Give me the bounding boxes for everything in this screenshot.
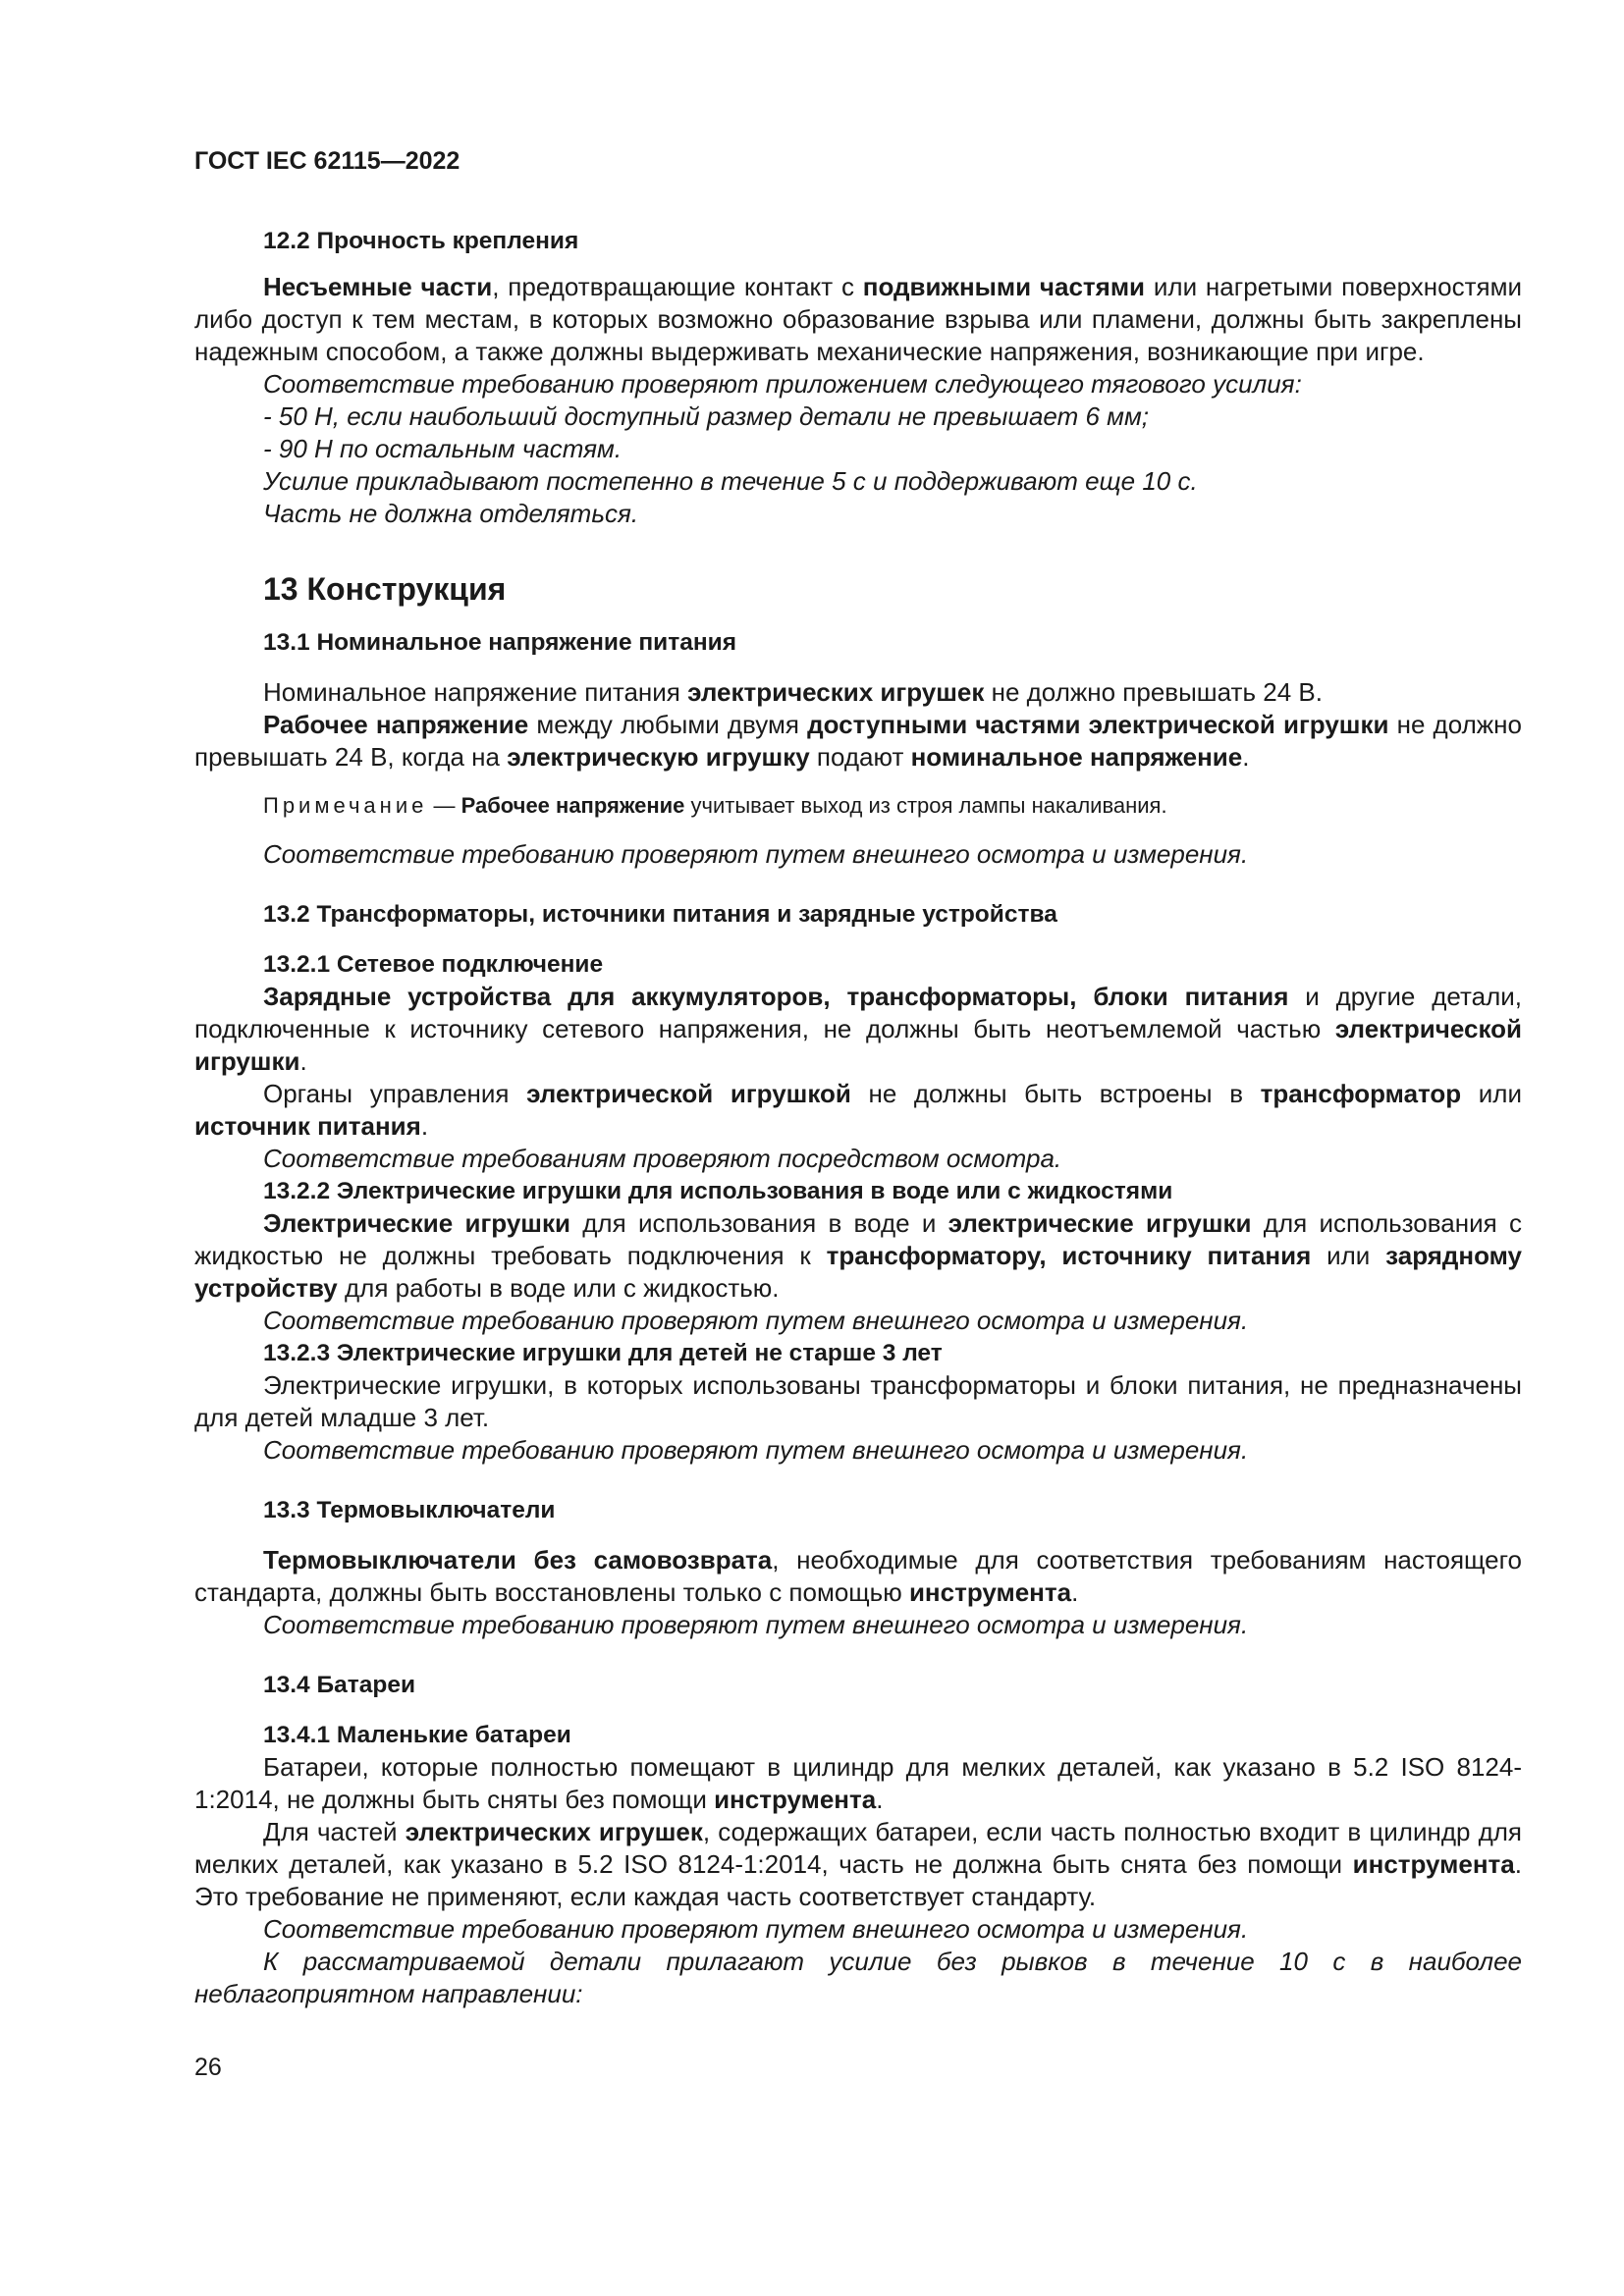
text-run: для работы в воде или с жидкостью. (337, 1273, 780, 1303)
text-run: и другие детали, подключенные к источнику сетевого напряжения, не должны быть неотъемлемой частью (194, 982, 1522, 1043)
bold-term: зарядному устройству (194, 1241, 1523, 1303)
text-run: . (420, 1111, 429, 1141)
section-12-2-paragraph (194, 271, 1522, 368)
text-run: . (1071, 1577, 1079, 1607)
text-run: для использования в воде и (569, 1208, 948, 1238)
bold-term: электрических игрушек (687, 677, 985, 707)
text-run: или (1461, 1079, 1522, 1108)
bold-term: Электрические игрушки (263, 1208, 570, 1238)
text-run: Органы управления (263, 1079, 527, 1108)
text-run: не должны быть встроены в (850, 1079, 1261, 1108)
text-run: Батареи, которые полностью помещают в цилиндр для мелких деталей, как указано в 5.2 ISO 8124-1:2014, не должны быть сняты без помощи (194, 1752, 1522, 1814)
compliance-text: Соответствие требованиям проверяют посредством осмотра. (263, 1144, 1062, 1173)
section-13-4-title: 13.4 Батареи (263, 1672, 416, 1698)
bold-term: Термовыключатели без самовозврата (263, 1545, 773, 1575)
text-run: , предотвращающие контакт с (492, 272, 863, 301)
text-run: . Это требование не применяют, если каждая часть соответствует стандарту. (194, 1849, 1522, 1911)
text-run: , необходимые для соответствия требованиям настоящего стандарта, должны быть восстановлены только с помощью (194, 1545, 1522, 1607)
text-run: Для частей (263, 1817, 406, 1846)
running-header: ГОСТ IEC 62115—2022 (194, 147, 460, 175)
page-number: 26 (194, 2054, 222, 2081)
text-run: . (1242, 742, 1250, 772)
text-run: Номинальное напряжение питания (263, 677, 688, 707)
section-13-2-1-title: 13.2.1 Сетевое подключение (263, 951, 604, 978)
section-13-3-title: 13.3 Термовыключатели (263, 1497, 556, 1523)
section-13-3-paragraph (194, 1544, 1522, 1609)
section-13-1-paragraph (194, 676, 1522, 709)
section-13-2-title: 13.2 Трансформаторы, источники питания и зарядные устройства (263, 901, 1057, 928)
section-13-2-1-paragraph (194, 1078, 1522, 1143)
bold-term: инструмента (1352, 1849, 1515, 1879)
bold-term: номинальное напряжение (910, 742, 1243, 772)
document-page (194, 145, 1522, 2010)
compliance-text: Соответствие требованию проверяют путем внешнего осмотра и измерения. (263, 1435, 1249, 1465)
note (194, 791, 1522, 821)
bold-term: трансформатору, источнику питания (826, 1241, 1312, 1270)
bold-term: электрических игрушек (405, 1817, 703, 1846)
bold-term: трансформатор (1260, 1079, 1462, 1108)
text-run: — (427, 793, 461, 818)
section-13-4-1-paragraph (194, 1751, 1522, 1816)
text-run: , содержащих батареи, если часть полностью входит в цилиндр для мелких деталей, как указано в 5.2 ISO 8124-1:2014, часть не должна быть снята без помощи (194, 1817, 1522, 1879)
compliance-text: Часть не должна отделяться. (263, 499, 639, 528)
list-item: - 50 Н, если наибольший доступный размер детали не превышает 6 мм; (263, 401, 1150, 431)
compliance-text: Соответствие требованию проверяют путем внешнего осмотра и измерения. (263, 1610, 1249, 1639)
text-run: учитывает выход из строя лампы накаливания. (684, 793, 1167, 818)
note-label: Примечание (263, 793, 428, 818)
bold-term: электрической игрушки (194, 1014, 1522, 1076)
text-run: не должно превышать 24 В, когда на (194, 710, 1522, 772)
text-run: или нагретыми поверхностями либо доступ к тем местам, в которых возможно образование взрыва или пламени, должны быть закреплены надежным способом, а также должны выдерживать механические напряжения, возникающие при игре. (194, 272, 1523, 366)
text-run: между любыми двумя (528, 710, 808, 739)
text-run: не должно превышать 24 В. (984, 677, 1323, 707)
section-13-2-3-paragraph: Электрические игрушки, в которых использованы трансформаторы и блоки питания, не предназначены для детей младше 3 лет. (194, 1370, 1522, 1432)
list-item: - 90 Н по остальным частям. (263, 434, 623, 463)
section-13-title: 13 Конструкция (263, 571, 507, 607)
section-13-1-title: 13.1 Номинальное напряжение питания (263, 629, 737, 656)
bold-term: инструмента (714, 1785, 877, 1814)
text-run: или (1311, 1241, 1386, 1270)
compliance-text: Соответствие требованию проверяют путем внешнего осмотра и измерения. (263, 1914, 1249, 1944)
bold-term: Рабочее напряжение (460, 793, 685, 818)
note-text (427, 793, 1166, 818)
bold-term: инструмента (908, 1577, 1072, 1607)
bold-term: Несъемные части (263, 272, 493, 301)
compliance-text: Соответствие требованию проверяют приложением следующего тягового усилия: (263, 369, 1302, 399)
bold-term: подвижными частями (862, 272, 1146, 301)
section-12-2-title: 12.2 Прочность крепления (263, 228, 579, 254)
compliance-text: Усилие прикладывают постепенно в течение 5 с и поддерживают еще 10 с. (263, 466, 1198, 496)
bold-term: электрической игрушкой (526, 1079, 851, 1108)
bold-term: доступными частями электрической игрушки (807, 710, 1389, 739)
bold-term: Рабочее напряжение (263, 710, 529, 739)
section-13-2-2-paragraph (194, 1207, 1522, 1305)
text-run: . (876, 1785, 884, 1814)
bold-term: источник питания (194, 1111, 421, 1141)
section-13-4-1-title: 13.4.1 Маленькие батареи (263, 1722, 571, 1748)
section-13-4-1-paragraph (194, 1816, 1522, 1913)
compliance-text: Соответствие требованию проверяют путем внешнего осмотра и измерения. (263, 1306, 1249, 1335)
section-13-1-paragraph (194, 709, 1522, 774)
bold-term: электрическую игрушку (507, 742, 810, 772)
section-13-2-1-paragraph (194, 981, 1522, 1078)
text-run: . (299, 1046, 307, 1076)
bold-term: Зарядные устройства для аккумуляторов, трансформаторы, блоки питания (263, 982, 1289, 1011)
text-run: подают (809, 742, 911, 772)
section-13-2-3-title: 13.2.3 Электрические игрушки для детей не старше 3 лет (263, 1340, 943, 1366)
compliance-text: К рассматриваемой детали прилагают усилие без рывков в течение 10 с в наиболее неблагоприятном направлении: (194, 1947, 1522, 2008)
section-13-2-2-title: 13.2.2 Электрические игрушки для использования в воде или с жидкостями (263, 1178, 1173, 1204)
bold-term: электрические игрушки (947, 1208, 1252, 1238)
compliance-text: Соответствие требованию проверяют путем внешнего осмотра и измерения. (263, 839, 1249, 869)
text-run: для использования с жидкостью не должны требовать подключения к (194, 1208, 1522, 1270)
